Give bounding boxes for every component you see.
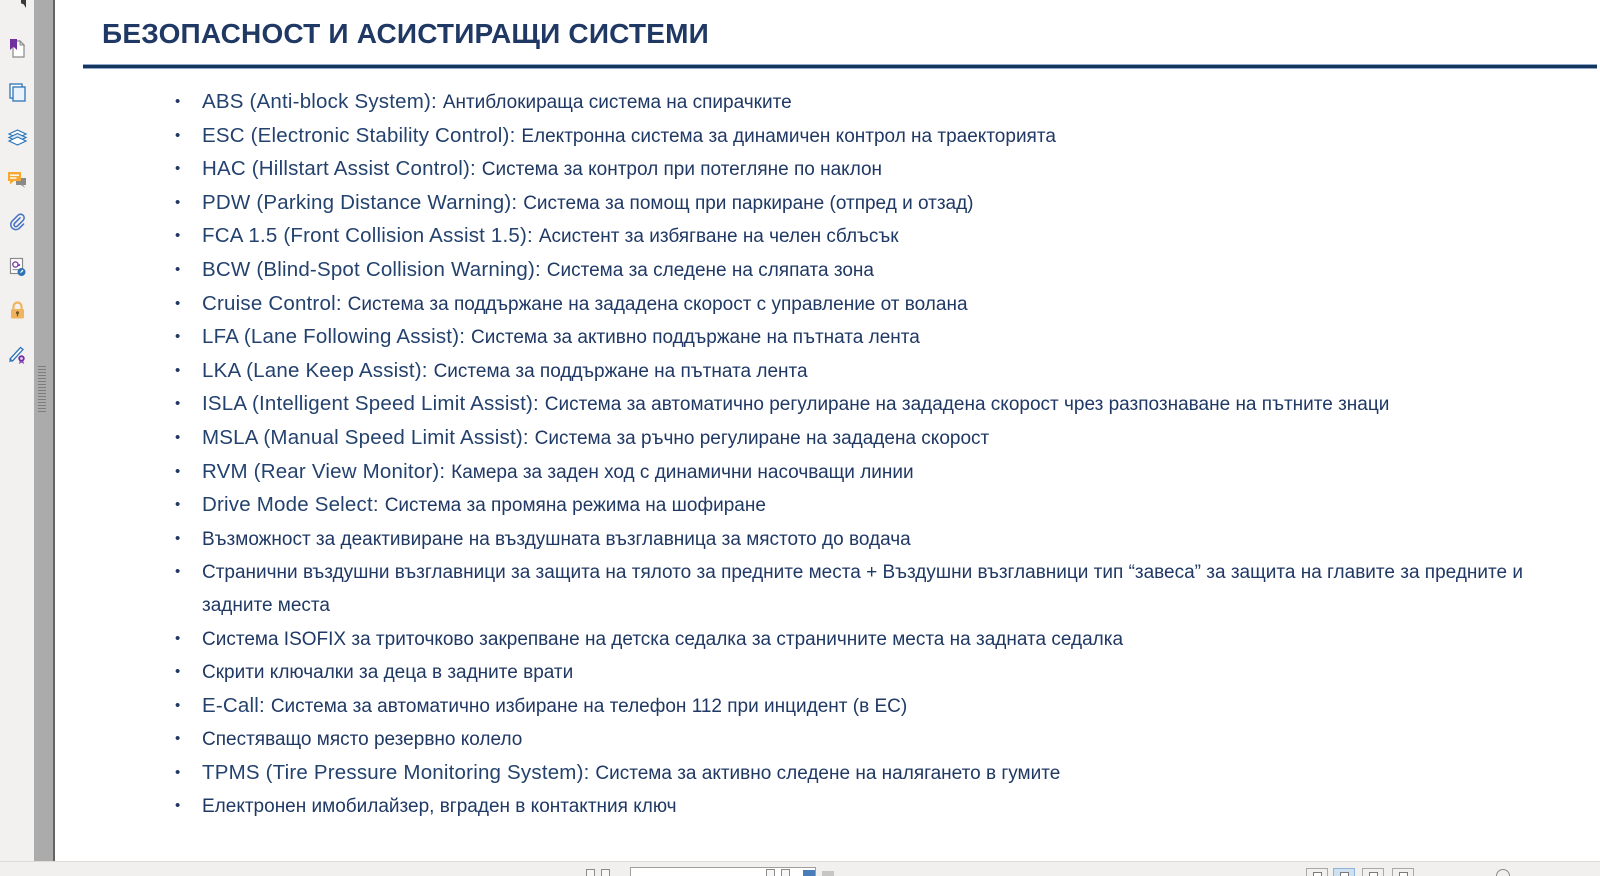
list-item bbox=[171, 120, 1563, 154]
last-page-button[interactable] bbox=[781, 869, 790, 876]
bullet-text: Камера за заден ход с динамични насочващи линии bbox=[451, 461, 914, 483]
bullet-text: Скрити ключалки за деца в задните врати bbox=[202, 662, 574, 684]
certificates-icon bbox=[7, 257, 28, 278]
bullet-lead: ABS (Anti-block System): bbox=[202, 90, 443, 113]
bottom-toolbar bbox=[0, 861, 1600, 876]
view-mode-two-page-scrolling-button[interactable] bbox=[1392, 868, 1414, 876]
bullet-text: Електронен имобилайзер, вграден в контактния ключ bbox=[202, 796, 677, 818]
list-item bbox=[171, 623, 1563, 657]
bullet-lead: TPMS (Tire Pressure Monitoring System): bbox=[202, 760, 596, 784]
bullet-text: Система за автоматично избиране на телефон 112 при инцидент (в ЕС) bbox=[270, 695, 908, 717]
first-page-button[interactable] bbox=[586, 869, 595, 876]
security-icon bbox=[7, 300, 28, 321]
navigation-rail bbox=[0, 0, 34, 876]
list-item bbox=[171, 321, 1563, 355]
page-thumbnails-panel-button[interactable] bbox=[7, 82, 28, 103]
bullet-text: Антиблокираща система на спирачките bbox=[442, 92, 792, 113]
list-item bbox=[171, 388, 1563, 422]
list-item bbox=[171, 690, 1563, 724]
list-item bbox=[171, 86, 1563, 120]
title-underline-rule bbox=[83, 64, 1597, 69]
signatures-panel-button[interactable] bbox=[7, 344, 28, 365]
bullet-text: Система за поддържане на зададена скорост с управление от волана bbox=[347, 293, 968, 315]
snapshot-icon[interactable] bbox=[822, 871, 834, 876]
panel-divider bbox=[34, 0, 55, 876]
bullet-text: Странични въздушни възглавници за защита на тялото за предните места + Въздушни възглавници тип “завеса” за защита на главите за предните и задните места bbox=[202, 562, 1523, 616]
bullet-dot: • bbox=[175, 160, 181, 178]
attachments-icon bbox=[7, 212, 28, 233]
bullet-dot: • bbox=[175, 260, 181, 278]
bullet-dot: • bbox=[175, 93, 181, 110]
list-item bbox=[171, 489, 1563, 523]
panel-resize-grip[interactable] bbox=[38, 366, 46, 412]
attachments-panel-button[interactable] bbox=[7, 212, 28, 233]
bullet-text: Система за помощ при паркиране (отпред и отзад) bbox=[523, 192, 974, 214]
view-mode-two-page-button[interactable] bbox=[1362, 868, 1384, 876]
document-page bbox=[57, 0, 1600, 861]
bullet-dot: • bbox=[175, 428, 181, 446]
view-mode-single-page-button[interactable] bbox=[1333, 868, 1355, 876]
list-item bbox=[171, 723, 1563, 757]
page-thumbnails-icon bbox=[7, 82, 28, 103]
bookmark-view-icon[interactable] bbox=[803, 870, 815, 876]
bullet-text: Система за активно следене на налягането в гумите bbox=[595, 762, 1061, 784]
bullet-lead: MSLA (Manual Speed Limit Assist): bbox=[202, 425, 535, 449]
previous-page-button[interactable] bbox=[601, 869, 610, 876]
bullet-dot: • bbox=[175, 227, 181, 245]
layers-panel-button[interactable] bbox=[7, 126, 28, 147]
bullet-dot: • bbox=[175, 361, 181, 379]
bullet-lead: LFA (Lane Following Assist): bbox=[202, 325, 472, 349]
bullet-lead: FCA 1.5 (Front Collision Assist 1.5): bbox=[202, 224, 539, 248]
bullet-dot: • bbox=[175, 730, 181, 748]
bullet-lead: HAC (Hillstart Assist Control): bbox=[202, 157, 482, 181]
list-item bbox=[171, 656, 1563, 690]
bookmarks-panel-button[interactable] bbox=[7, 38, 28, 59]
bullet-dot: • bbox=[175, 462, 181, 480]
list-item bbox=[171, 187, 1563, 221]
bullet-text: Асистент за избягване на челен сблъсък bbox=[538, 226, 899, 248]
comments-panel-button[interactable] bbox=[7, 169, 28, 190]
bullet-text: Система за поддържане на пътната лента bbox=[433, 360, 808, 382]
bullet-dot: • bbox=[175, 563, 181, 581]
bullet-dot: • bbox=[175, 696, 181, 714]
bullet-lead: Cruise Control: bbox=[202, 291, 348, 315]
bullet-dot: • bbox=[175, 797, 181, 815]
bullet-text: Система ISOFIX за триточково закрепване на детска седалка за страничните места на задната седалка bbox=[202, 628, 1124, 650]
bullet-lead: ISLA (Intelligent Speed Limit Assist): bbox=[202, 392, 545, 416]
bullet-dot: • bbox=[175, 529, 181, 547]
list-item bbox=[171, 355, 1563, 389]
bullet-text: Електронна система за динамичен контрол на траекторията bbox=[521, 125, 1056, 147]
bullet-lead: RVM (Rear View Monitor): bbox=[202, 459, 452, 483]
bullet-dot: • bbox=[175, 496, 181, 514]
bullet-text: Система за следене на сляпата зона bbox=[546, 259, 874, 281]
list-item bbox=[171, 153, 1563, 187]
bullet-dot: • bbox=[175, 294, 181, 312]
bullet-lead: Drive Mode Select: bbox=[202, 493, 385, 517]
signatures-icon bbox=[7, 344, 28, 365]
feature-list bbox=[171, 86, 1563, 824]
clipped-tool-icon bbox=[21, 0, 26, 8]
list-item bbox=[171, 456, 1563, 490]
bullet-text: Система за ръчно регулиране на зададена скорост bbox=[534, 427, 990, 449]
bullet-lead: ESC (Electronic Stability Control): bbox=[202, 123, 522, 147]
bullet-lead: LKA (Lane Keep Assist): bbox=[202, 358, 434, 382]
list-item bbox=[171, 790, 1563, 824]
comments-icon bbox=[7, 169, 28, 190]
bookmarks-icon bbox=[7, 38, 28, 59]
bullet-lead: E-Call: bbox=[202, 693, 271, 717]
bullet-lead: PDW (Parking Distance Warning): bbox=[202, 190, 524, 214]
bullet-text: Система за активно поддържане на пътната лента bbox=[471, 327, 920, 349]
bullet-text: Спестяващо място резервно колело bbox=[202, 729, 523, 751]
next-page-button[interactable] bbox=[766, 869, 775, 876]
zoom-tool-icon[interactable] bbox=[1496, 869, 1510, 876]
layers-icon bbox=[7, 126, 28, 147]
bullet-dot: • bbox=[175, 629, 181, 647]
bullet-text: Система за автоматично регулиране на зададена скорост чрез разпознаване на пътните знаци bbox=[544, 394, 1390, 416]
bullet-dot: • bbox=[175, 663, 181, 681]
bullet-dot: • bbox=[175, 328, 181, 346]
list-item bbox=[171, 757, 1563, 791]
certificates-panel-button[interactable] bbox=[7, 257, 28, 278]
bullet-dot: • bbox=[175, 193, 181, 211]
security-panel-button[interactable] bbox=[7, 300, 28, 321]
bullet-dot: • bbox=[175, 395, 181, 413]
bullet-dot: • bbox=[175, 763, 181, 781]
list-item bbox=[171, 220, 1563, 254]
page-title: БЕЗОПАСНОСТ И АСИСТИРАЩИ СИСТЕМИ bbox=[102, 18, 709, 49]
list-item bbox=[171, 254, 1563, 288]
list-item bbox=[171, 523, 1563, 557]
bullet-lead: BCW (Blind-Spot Collision Warning): bbox=[202, 257, 547, 281]
list-item bbox=[171, 422, 1563, 456]
list-item bbox=[171, 288, 1563, 322]
bullet-text: Система за контрол при потегляне по наклон bbox=[481, 159, 883, 181]
view-mode-scrolling-button[interactable] bbox=[1306, 868, 1328, 876]
bullet-text: Възможност за деактивиране на въздушната възглавница за мястото до водача bbox=[202, 528, 911, 550]
bullet-text: Система за промяна режима на шофиране bbox=[384, 495, 766, 517]
list-item bbox=[171, 556, 1563, 622]
bullet-dot: • bbox=[175, 126, 181, 144]
